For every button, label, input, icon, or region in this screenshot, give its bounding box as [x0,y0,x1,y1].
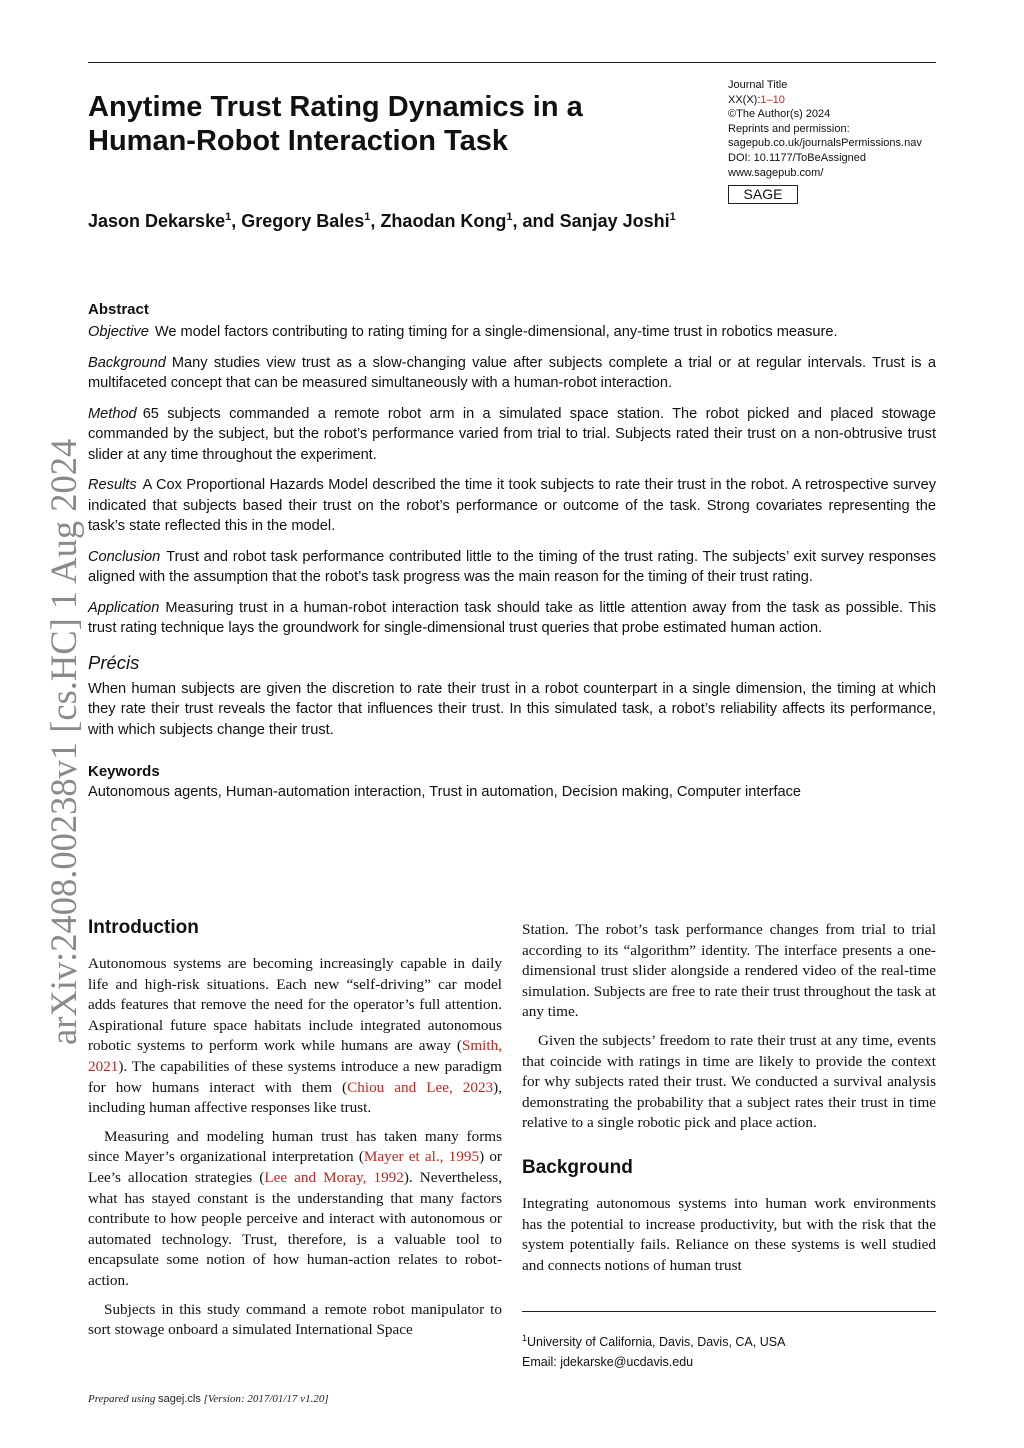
sage-logo: SAGE [728,185,798,204]
abstract-heading: Abstract [88,301,149,318]
prepared-using-footer: Prepared using sagej.cls [Version: 2017/01/17 v1.20] [88,1393,329,1405]
author-affil: 1 [225,211,232,223]
journal-reprints: Reprints and permission: [728,122,850,135]
citation-link[interactable]: Lee and Moray, 1992 [264,1168,404,1186]
journal-title: Journal Title [728,79,788,91]
right-column [522,920,936,1284]
abstract-conclusion: Conclusion Trust and robot task performance contributed little to the timing of the trust rating. The subjects’ exit survey responses aligned with the assumption that the robot’s task progress was the main reason for the timing of their trust rating. [88,548,936,585]
abstract-method: Method 65 subjects commanded a remote robot arm in a simulated space station. The robot picked and placed stowage commanded by the subject, but the robot’s performance varied from trial to trial. Subjects rated their trust on a non-obtrusive trust slider at any time throughout the experiment. [88,405,936,463]
intro-paragraph-3-continued: Station. The robot’s task performance changes from trial to trial according to its “algorithm” identity. The interface presents a one-dimensional trust slider alongside a rendered video of the real-time simulation. Subjects are free to rate their trust throughout the task at any time. [522,921,936,1021]
journal-volume: XX(X):1–10 [728,93,785,106]
intro-paragraph-1: Autonomous systems are becoming increasingly capable in daily life and high-risk situations. Each new “self-driving” car model adds features that remove the need for the operator’s full attention. Aspirational future space habitats include integrated autonomous robotic systems to perform work while humans are away (Smith, 2021). The capabilities of these systems introduce a new paradigm for how humans interact with them (Chiou and Lee, 2023), including human affective responses like trust. [88,955,502,1117]
author-name: Jason Dekarske [88,211,226,231]
journal-meta [728,78,922,180]
author-affil: 1 [669,211,676,223]
footnote-rule [522,1311,936,1312]
author-affil: 1 [506,211,513,223]
precis-text: When human subjects are given the discretion to rate their trust in a robot counterpart in a single dimension, the timing at which they rate their trust reveals the factor that influences their trust. In this simulated task, a robot’s reliability affects its performance, with which subjects change their trust. [88,680,936,738]
journal-copyright: ©The Author(s) 2024 [728,108,831,121]
intro-paragraph-2: Measuring and modeling human trust has taken many forms since Mayer’s organizational interpretation (Mayer et al., 1995) or Lee’s allocation strategies (Lee and Moray, 1992). Nevertheless, what has stayed constant is the understanding that many factors contribute to how people perceive and interact with autonomous or automated technology. Trust, therefore, is a valuable tool to encapsulate some notion of how human-action relates to robot-action. [88,1127,502,1289]
header-rule [88,62,936,63]
intro-paragraph-4: Given the subjects’ freedom to rate their trust at any time, events that coincide with ratings in time are likely to provide the context for why subjects rated their trust. We conducted a survival analysis demonstrating the probability that a subject rates their trust in time relative to a single robotic pick and place action. [522,1031,936,1132]
left-column [88,916,502,1349]
author-affil: 1 [364,211,371,223]
journal-reprints-url: sagepub.co.uk/journalsPermissions.nav [728,137,922,150]
citation-link[interactable]: Chiou and Lee, 2023 [347,1078,494,1096]
footnote-affiliation: $^1$University of California, Davis, Davis, CA, USA [522,1333,786,1350]
author-name: Sanjay Joshi [559,211,670,231]
arxiv-identifier: arXiv:2408.00238v1 [cs.HC] 1 Aug 2024 [43,438,84,1045]
journal-doi: DOI: 10.1177/ToBeAssigned [728,151,866,164]
abstract-background: Background Many studies view trust as a slow-changing value after subjects complete a trial or at regular intervals. Trust is a multifaceted concept that can be measured simultaneously with a human-robot interaction. [88,354,936,391]
author-list: Jason Dekarske$^1$, Gregory Bales$^1$, Zhaodan Kong$^1$, and Sanjay Joshi$^1$ [88,211,676,231]
footnote [522,1328,785,1372]
title-line-2: Human-Robot Interaction Task [88,125,508,157]
background-paragraph-1: Integrating autonomous systems into human work environments has the potential to increase productivity, but with the risk that the system potentially fails. Reliance on these systems is well studied and connects notions of human trust [522,1194,936,1274]
citation-link[interactable]: Smith, 2021 [88,1037,502,1075]
intro-paragraph-3: Subjects in this study command a remote robot manipulator to sort stowage onboard a simulated International Space [88,1300,502,1339]
journal-pages-link[interactable]: 1–10 [760,93,785,106]
precis-heading: Précis [88,651,140,673]
abstract-objective: Objective We model factors contributing to rating timing for a single-dimensional, any-time trust in robotics measure. [88,324,838,340]
title-line-1: Anytime Trust Rating Dynamics in a [88,91,583,123]
author-name: Gregory Bales [241,211,365,231]
journal-website: www.sagepub.com/ [728,166,824,179]
keywords-text: Autonomous agents, Human-automation interaction, Trust in automation, Decision making, Computer interface [88,784,802,800]
paper-title [88,90,688,158]
author-name: Zhaodan Kong [380,211,507,231]
footnote-email: Email: jdekarske@ucdavis.edu [522,1355,694,1370]
background-heading: Background [522,1156,633,1178]
introduction-heading: Introduction [88,917,199,938]
abstract-application: Application Measuring trust in a human-robot interaction task should take as little attention away from the task as possible. This trust rating technique lays the groundwork for single-dimensional trust queries that probe estimated human action. [88,599,936,636]
citation-link[interactable]: Mayer et al., 1995 [363,1148,480,1166]
abstract-block [88,300,936,813]
keywords-heading: Keywords [88,763,160,780]
abstract-results: Results A Cox Proportional Hazards Model described the time it took subjects to rate their trust in the robot. A retrospective survey indicated that subjects based their trust on the robot’s performance or outcome of the task. Strong covariates representing the task’s state reflected this in the model. [88,477,936,534]
